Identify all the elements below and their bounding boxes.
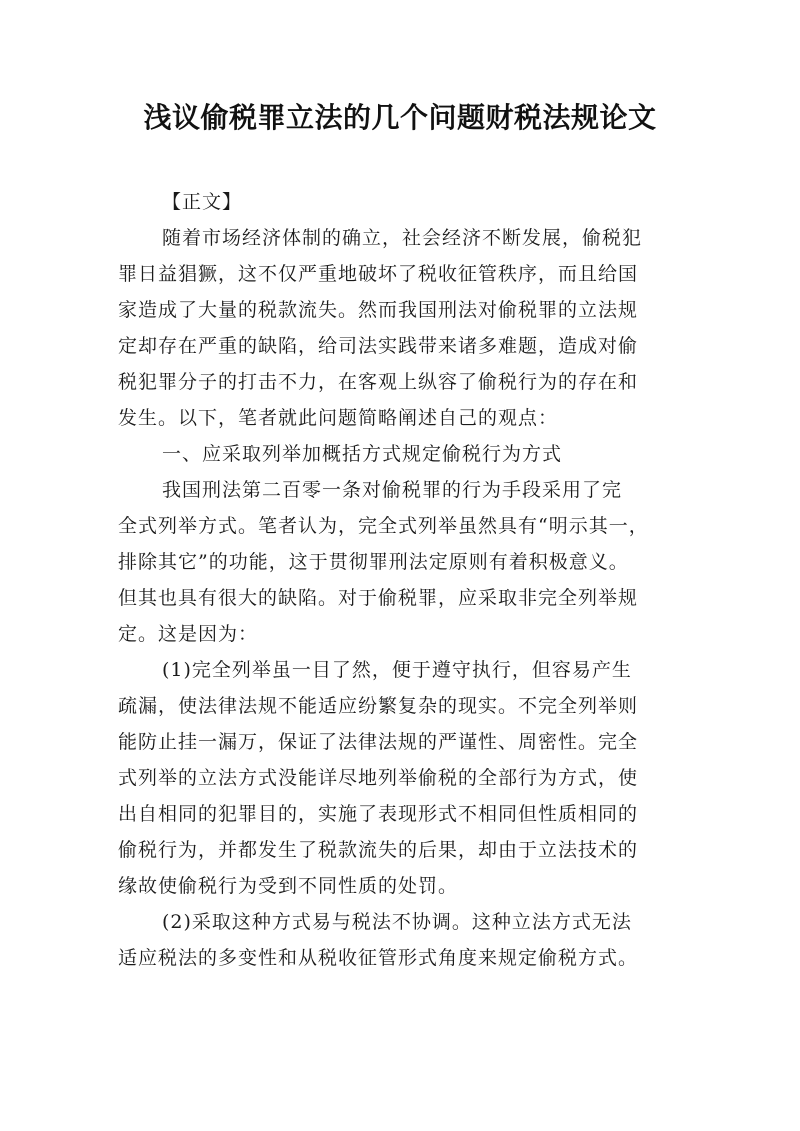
- text-line: (1)完全列举虽一目了然，便于遵守执行，但容易产生: [162, 659, 632, 681]
- text-line: 缘故使偷税行为受到不同性质的处罚。: [118, 875, 459, 897]
- document-body: [118, 186, 688, 978]
- text-line: 一、应采取列举加概括方式规定偷税行为方式: [162, 443, 563, 465]
- text-line: 出自相同的犯罪目的，实施了表现形式不相同但性质相同的: [118, 803, 639, 825]
- text-line: 随着市场经济体制的确立，社会经济不断发展，偷税犯: [162, 227, 643, 249]
- text-line: (2)采取这种方式易与税法不协调。这种立法方式无法: [162, 911, 632, 933]
- text-line: 适应税法的多变性和从税收征管形式角度来规定偷税方式。: [118, 947, 639, 969]
- text-line: 【正文】: [162, 191, 243, 213]
- text-line: 全式列举方式。笔者认为，完全式列举虽然具有“明示其一，: [118, 515, 649, 537]
- text-line: 税犯罪分子的打击不力，在客观上纵容了偷税行为的存在和: [118, 371, 639, 393]
- text-line: 定。这是因为：: [118, 623, 259, 645]
- text-line: 罪日益猖獗，这不仅严重地破坏了税收征管秩序，而且给国: [118, 263, 639, 285]
- text-line: 发生。以下，笔者就此问题简略阐述自己的观点：: [118, 407, 559, 429]
- text-line: 定却存在严重的缺陷，给司法实践带来诸多难题，造成对偷: [118, 335, 639, 357]
- text-line: 排除其它”的功能，这于贯彻罪刑法定原则有着积极意义。: [118, 551, 629, 573]
- text-line: 偷税行为，并都发生了税款流失的后果，却由于立法技术的: [118, 839, 639, 861]
- text-line: 我国刑法第二百零一条对偷税罪的行为手段采用了完: [162, 479, 623, 501]
- text-line: 式列举的立法方式没能详尽地列举偷税的全部行为方式，使: [118, 767, 639, 789]
- text-line: 疏漏，使法律法规不能适应纷繁复杂的现实。不完全列举则: [118, 695, 639, 717]
- text-line: 能防止挂一漏万，保证了法律法规的严谨性、周密性。完全: [118, 731, 639, 753]
- document-title: 浅议偷税罪立法的几个问题财税法规论文: [143, 101, 657, 134]
- text-line: 但其也具有很大的缺陷。对于偷税罪，应采取非完全列举规: [118, 587, 639, 609]
- text-line: 家造成了大量的税款流失。然而我国刑法对偷税罪的立法规: [118, 299, 639, 321]
